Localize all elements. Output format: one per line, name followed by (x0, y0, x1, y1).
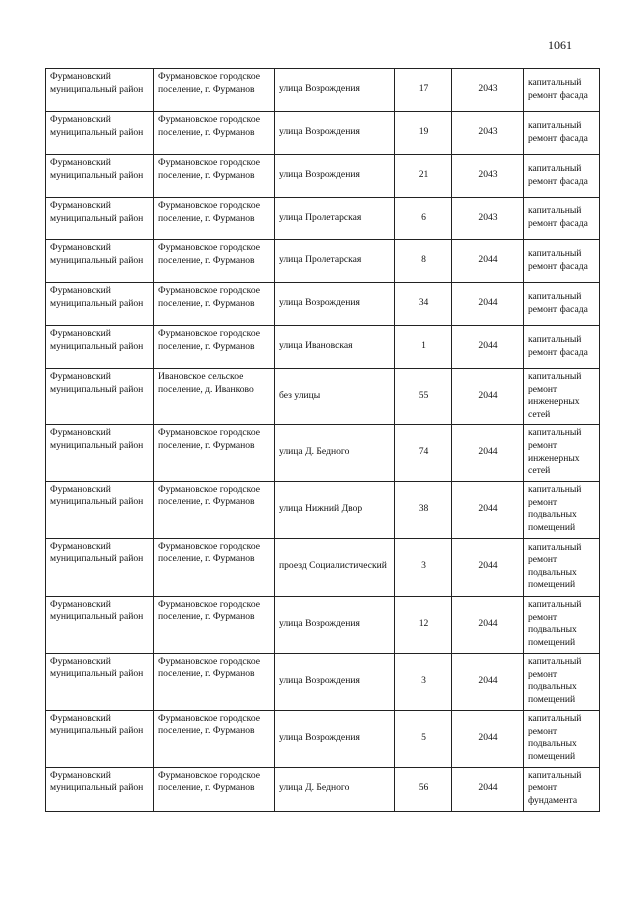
table-row (46, 283, 600, 326)
district-cell: Фурмановский муниципальный район (46, 198, 154, 240)
house-number-cell: 55 (395, 369, 452, 425)
table-row (46, 69, 600, 112)
page-number: 1061 (548, 38, 572, 52)
district-cell: Фурмановский муниципальный район (46, 240, 154, 283)
year-cell: 2043 (452, 69, 524, 112)
year-cell: 2043 (452, 155, 524, 198)
house-number-cell: 17 (395, 69, 452, 112)
street-cell: улица Ивановская (275, 326, 395, 369)
street-cell: без улицы (275, 369, 395, 425)
settlement-cell: Фурмановское городское поселение, г. Фурманов (154, 326, 275, 369)
settlement-cell: Ивановское сельское поселение, д. Иванково (154, 369, 275, 425)
table-row (46, 198, 600, 240)
year-cell: 2043 (452, 198, 524, 240)
table-row (46, 767, 600, 811)
street-cell: улица Возрождения (275, 69, 395, 112)
table-row (46, 155, 600, 198)
year-cell: 2044 (452, 283, 524, 326)
street-cell: улица Возрождения (275, 283, 395, 326)
settlement-cell: Фурмановское городское поселение, г. Фурманов (154, 653, 275, 710)
settlement-cell: Фурмановское городское поселение, г. Фурманов (154, 155, 275, 198)
table-row (46, 112, 600, 155)
year-cell: 2044 (452, 596, 524, 653)
street-cell: улица Пролетарская (275, 198, 395, 240)
house-number-cell: 56 (395, 767, 452, 811)
district-cell: Фурмановский муниципальный район (46, 653, 154, 710)
settlement-cell: Фурмановское городское поселение, г. Фурманов (154, 112, 275, 155)
street-cell: улица Нижний Двор (275, 481, 395, 538)
district-cell: Фурмановский муниципальный район (46, 69, 154, 112)
house-number-cell: 1 (395, 326, 452, 369)
settlement-cell: Фурмановское городское поселение, г. Фурманов (154, 198, 275, 240)
year-cell: 2044 (452, 767, 524, 811)
house-number-cell: 38 (395, 481, 452, 538)
year-cell: 2044 (452, 240, 524, 283)
street-cell: улица Возрождения (275, 155, 395, 198)
work-type-cell: капитальный ремонт фасада (524, 69, 600, 112)
work-type-cell: капитальный ремонт инженерных сетей (524, 425, 600, 481)
street-cell: проезд Социалистический (275, 538, 395, 596)
table-row (46, 653, 600, 710)
table-body (46, 69, 600, 812)
year-cell: 2044 (452, 326, 524, 369)
street-cell: улица Д. Бедного (275, 767, 395, 811)
house-number-cell: 19 (395, 112, 452, 155)
settlement-cell: Фурмановское городское поселение, г. Фурманов (154, 767, 275, 811)
district-cell: Фурмановский муниципальный район (46, 596, 154, 653)
house-number-cell: 3 (395, 653, 452, 710)
year-cell: 2044 (452, 369, 524, 425)
district-cell: Фурмановский муниципальный район (46, 767, 154, 811)
year-cell: 2043 (452, 112, 524, 155)
street-cell: улица Возрождения (275, 112, 395, 155)
settlement-cell: Фурмановское городское поселение, г. Фурманов (154, 240, 275, 283)
street-cell: улица Пролетарская (275, 240, 395, 283)
house-number-cell: 3 (395, 538, 452, 596)
table-row (46, 538, 600, 596)
settlement-cell: Фурмановское городское поселение, г. Фурманов (154, 283, 275, 326)
settlement-cell: Фурмановское городское поселение, г. Фурманов (154, 596, 275, 653)
house-number-cell: 8 (395, 240, 452, 283)
work-type-cell: капитальный ремонт подвальных помещений (524, 710, 600, 767)
street-cell: улица Д. Бедного (275, 425, 395, 481)
work-type-cell: капитальный ремонт инженерных сетей (524, 369, 600, 425)
district-cell: Фурмановский муниципальный район (46, 155, 154, 198)
house-number-cell: 6 (395, 198, 452, 240)
district-cell: Фурмановский муниципальный район (46, 425, 154, 481)
street-cell: улица Возрождения (275, 710, 395, 767)
work-type-cell: капитальный ремонт фасада (524, 240, 600, 283)
district-cell: Фурмановский муниципальный район (46, 538, 154, 596)
year-cell: 2044 (452, 710, 524, 767)
house-number-cell: 34 (395, 283, 452, 326)
work-type-cell: капитальный ремонт фасада (524, 155, 600, 198)
work-type-cell: капитальный ремонт подвальных помещений (524, 653, 600, 710)
settlement-cell: Фурмановское городское поселение, г. Фурманов (154, 69, 275, 112)
year-cell: 2044 (452, 481, 524, 538)
street-cell: улица Возрождения (275, 653, 395, 710)
year-cell: 2044 (452, 425, 524, 481)
house-number-cell: 21 (395, 155, 452, 198)
table-row (46, 481, 600, 538)
table-row (46, 369, 600, 425)
work-type-cell: капитальный ремонт фасада (524, 283, 600, 326)
settlement-cell: Фурмановское городское поселение, г. Фурманов (154, 425, 275, 481)
table-row (46, 425, 600, 481)
work-type-cell: капитальный ремонт фасада (524, 198, 600, 240)
house-number-cell: 5 (395, 710, 452, 767)
district-cell: Фурмановский муниципальный район (46, 481, 154, 538)
table-row (46, 326, 600, 369)
work-type-cell: капитальный ремонт фундамента (524, 767, 600, 811)
street-cell: улица Возрождения (275, 596, 395, 653)
work-type-cell: капитальный ремонт фасада (524, 112, 600, 155)
district-cell: Фурмановский муниципальный район (46, 710, 154, 767)
district-cell: Фурмановский муниципальный район (46, 326, 154, 369)
year-cell: 2044 (452, 653, 524, 710)
settlement-cell: Фурмановское городское поселение, г. Фурманов (154, 710, 275, 767)
work-type-cell: капитальный ремонт подвальных помещений (524, 481, 600, 538)
house-number-cell: 74 (395, 425, 452, 481)
district-cell: Фурмановский муниципальный район (46, 112, 154, 155)
table-row (46, 710, 600, 767)
district-cell: Фурмановский муниципальный район (46, 369, 154, 425)
work-type-cell: капитальный ремонт фасада (524, 326, 600, 369)
work-type-cell: капитальный ремонт подвальных помещений (524, 538, 600, 596)
settlement-cell: Фурмановское городское поселение, г. Фурманов (154, 481, 275, 538)
table-row (46, 240, 600, 283)
repair-program-table (45, 68, 600, 812)
house-number-cell: 12 (395, 596, 452, 653)
district-cell: Фурмановский муниципальный район (46, 283, 154, 326)
work-type-cell: капитальный ремонт подвальных помещений (524, 596, 600, 653)
year-cell: 2044 (452, 538, 524, 596)
settlement-cell: Фурмановское городское поселение, г. Фурманов (154, 538, 275, 596)
table-row (46, 596, 600, 653)
